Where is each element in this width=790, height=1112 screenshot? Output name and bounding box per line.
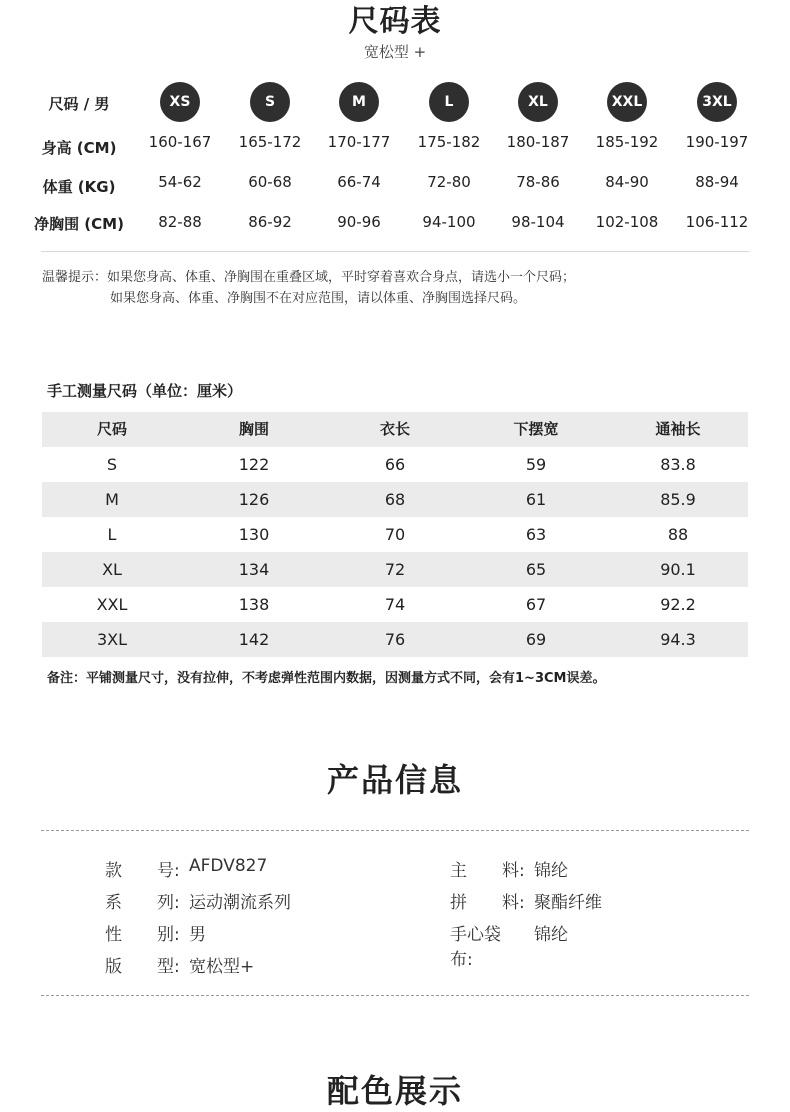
table-cell: 94.3: [660, 630, 696, 649]
info-value: 锦纶: [534, 861, 568, 881]
table-cell: 67: [525, 595, 547, 614]
dashed-divider: [41, 830, 749, 831]
size-chart-title: 尺码表: [348, 4, 442, 39]
size-circle: 3XL: [697, 82, 737, 122]
row-label-height: 身高 (CM): [41, 139, 117, 157]
chest-cell: 98-104: [511, 213, 565, 231]
tip-line-1: 温馨提示：如果您身高、体重、净胸围在重叠区域，平时穿着喜欢合身点，请选小一个尺码；: [42, 270, 576, 285]
row-label-chest: 净胸围 (CM): [34, 215, 124, 233]
table-row: [42, 517, 748, 552]
weight-cell: 84-90: [605, 173, 649, 191]
table-cell: 63: [525, 525, 547, 544]
weight-cell: 66-74: [337, 173, 381, 191]
divider: [41, 251, 749, 252]
height-cell: 170-177: [327, 133, 391, 151]
table-cell: XXL: [96, 595, 128, 614]
table-cell: 85.9: [660, 490, 696, 509]
table-row: [42, 482, 748, 517]
row-label-size: 尺码 / 男: [48, 95, 110, 113]
table-row: [42, 447, 748, 482]
info-key: 款: [105, 861, 122, 881]
info-key: 料:: [502, 861, 525, 881]
table-header-cell: 下摆宽: [513, 420, 559, 438]
info-key: 手心袋布:: [450, 925, 501, 970]
chest-cell: 90-96: [337, 213, 381, 231]
size-circle: XS: [160, 82, 200, 122]
table-cell: 74: [384, 595, 406, 614]
table-cell: S: [106, 455, 118, 474]
table-cell: 70: [384, 525, 406, 544]
weight-cell: 88-94: [695, 173, 739, 191]
height-cell: 190-197: [685, 133, 749, 151]
weight-cell: 54-62: [158, 173, 202, 191]
info-key: 拼: [450, 893, 467, 913]
chest-cell: 94-100: [422, 213, 476, 231]
info-key: 型:: [157, 957, 180, 977]
size-circle: XL: [518, 82, 558, 122]
size-circle: L: [429, 82, 469, 122]
size-circle: S: [250, 82, 290, 122]
color-display-title: 配色展示: [326, 1072, 463, 1110]
chest-cell: 106-112: [685, 213, 749, 231]
table-cell: 3XL: [96, 630, 128, 649]
table-cell: 59: [525, 455, 547, 474]
table-cell: 83.8: [660, 455, 696, 474]
table-cell: 72: [384, 560, 406, 579]
table-row: [42, 622, 748, 657]
info-key: 版: [105, 957, 122, 977]
chest-cell: 102-108: [595, 213, 659, 231]
size-circle: XXL: [607, 82, 647, 122]
height-cell: 175-182: [417, 133, 481, 151]
table-cell: L: [107, 525, 117, 544]
table-cell: 61: [525, 490, 547, 509]
table-row: [42, 587, 748, 622]
info-key: 性: [105, 925, 122, 945]
info-key: 主: [450, 861, 467, 881]
table-cell: 76: [384, 630, 406, 649]
table-cell: 90.1: [660, 560, 696, 579]
table-cell: 126: [238, 490, 270, 509]
weight-cell: 60-68: [248, 173, 292, 191]
table-cell: 122: [238, 455, 270, 474]
size-circle: M: [339, 82, 379, 122]
height-cell: 165-172: [238, 133, 302, 151]
info-value: 锦纶: [534, 925, 568, 945]
table-cell: 134: [238, 560, 270, 579]
table-header-cell: 通袖长: [655, 420, 701, 438]
table-cell: 92.2: [660, 595, 696, 614]
table-cell: 88: [667, 525, 689, 544]
table-row: [42, 552, 748, 587]
chest-cell: 82-88: [158, 213, 202, 231]
height-cell: 185-192: [595, 133, 659, 151]
table-cell: XL: [102, 560, 122, 579]
table-cell: 130: [238, 525, 270, 544]
info-value: 宽松型+: [189, 957, 255, 977]
height-cell: 160-167: [148, 133, 212, 151]
row-label-weight: 体重 (KG): [42, 178, 116, 196]
weight-cell: 78-86: [516, 173, 560, 191]
dashed-divider: [41, 995, 749, 996]
info-value: AFDV827: [189, 856, 268, 876]
table-cell: 66: [384, 455, 406, 474]
table-cell: 142: [238, 630, 270, 649]
height-cell: 180-187: [506, 133, 570, 151]
measure-table-title: 手工测量尺码（单位：厘米）: [47, 382, 243, 400]
table-cell: 65: [525, 560, 547, 579]
info-key: 系: [105, 893, 122, 913]
info-key: 料:: [502, 893, 525, 913]
table-cell: 69: [525, 630, 547, 649]
size-chart-subtitle: 宽松型 +: [363, 43, 427, 61]
table-header-row: [42, 412, 748, 447]
table-cell: M: [105, 490, 119, 509]
table-cell: 68: [384, 490, 406, 509]
weight-cell: 72-80: [427, 173, 471, 191]
table-header-cell: 胸围: [238, 420, 269, 438]
info-value: 聚酯纤维: [534, 893, 602, 913]
table-cell: 138: [238, 595, 270, 614]
info-key: 别:: [157, 925, 180, 945]
product-info-title: 产品信息: [326, 761, 463, 799]
info-value: 运动潮流系列: [189, 893, 291, 913]
info-key: 列:: [157, 893, 180, 913]
table-header-cell: 尺码: [96, 420, 127, 438]
info-key: 号:: [157, 861, 180, 881]
info-value: 男: [189, 925, 206, 945]
table-header-cell: 衣长: [379, 420, 410, 438]
chest-cell: 86-92: [248, 213, 292, 231]
measure-note: 备注：平铺测量尺寸，没有拉伸，不考虑弹性范围内数据，因测量方式不同，会有1~3CM误差。: [47, 671, 606, 686]
tip-line-2: 如果您身高、体重、净胸围不在对应范围，请以体重、净胸围选择尺码。: [110, 291, 527, 306]
